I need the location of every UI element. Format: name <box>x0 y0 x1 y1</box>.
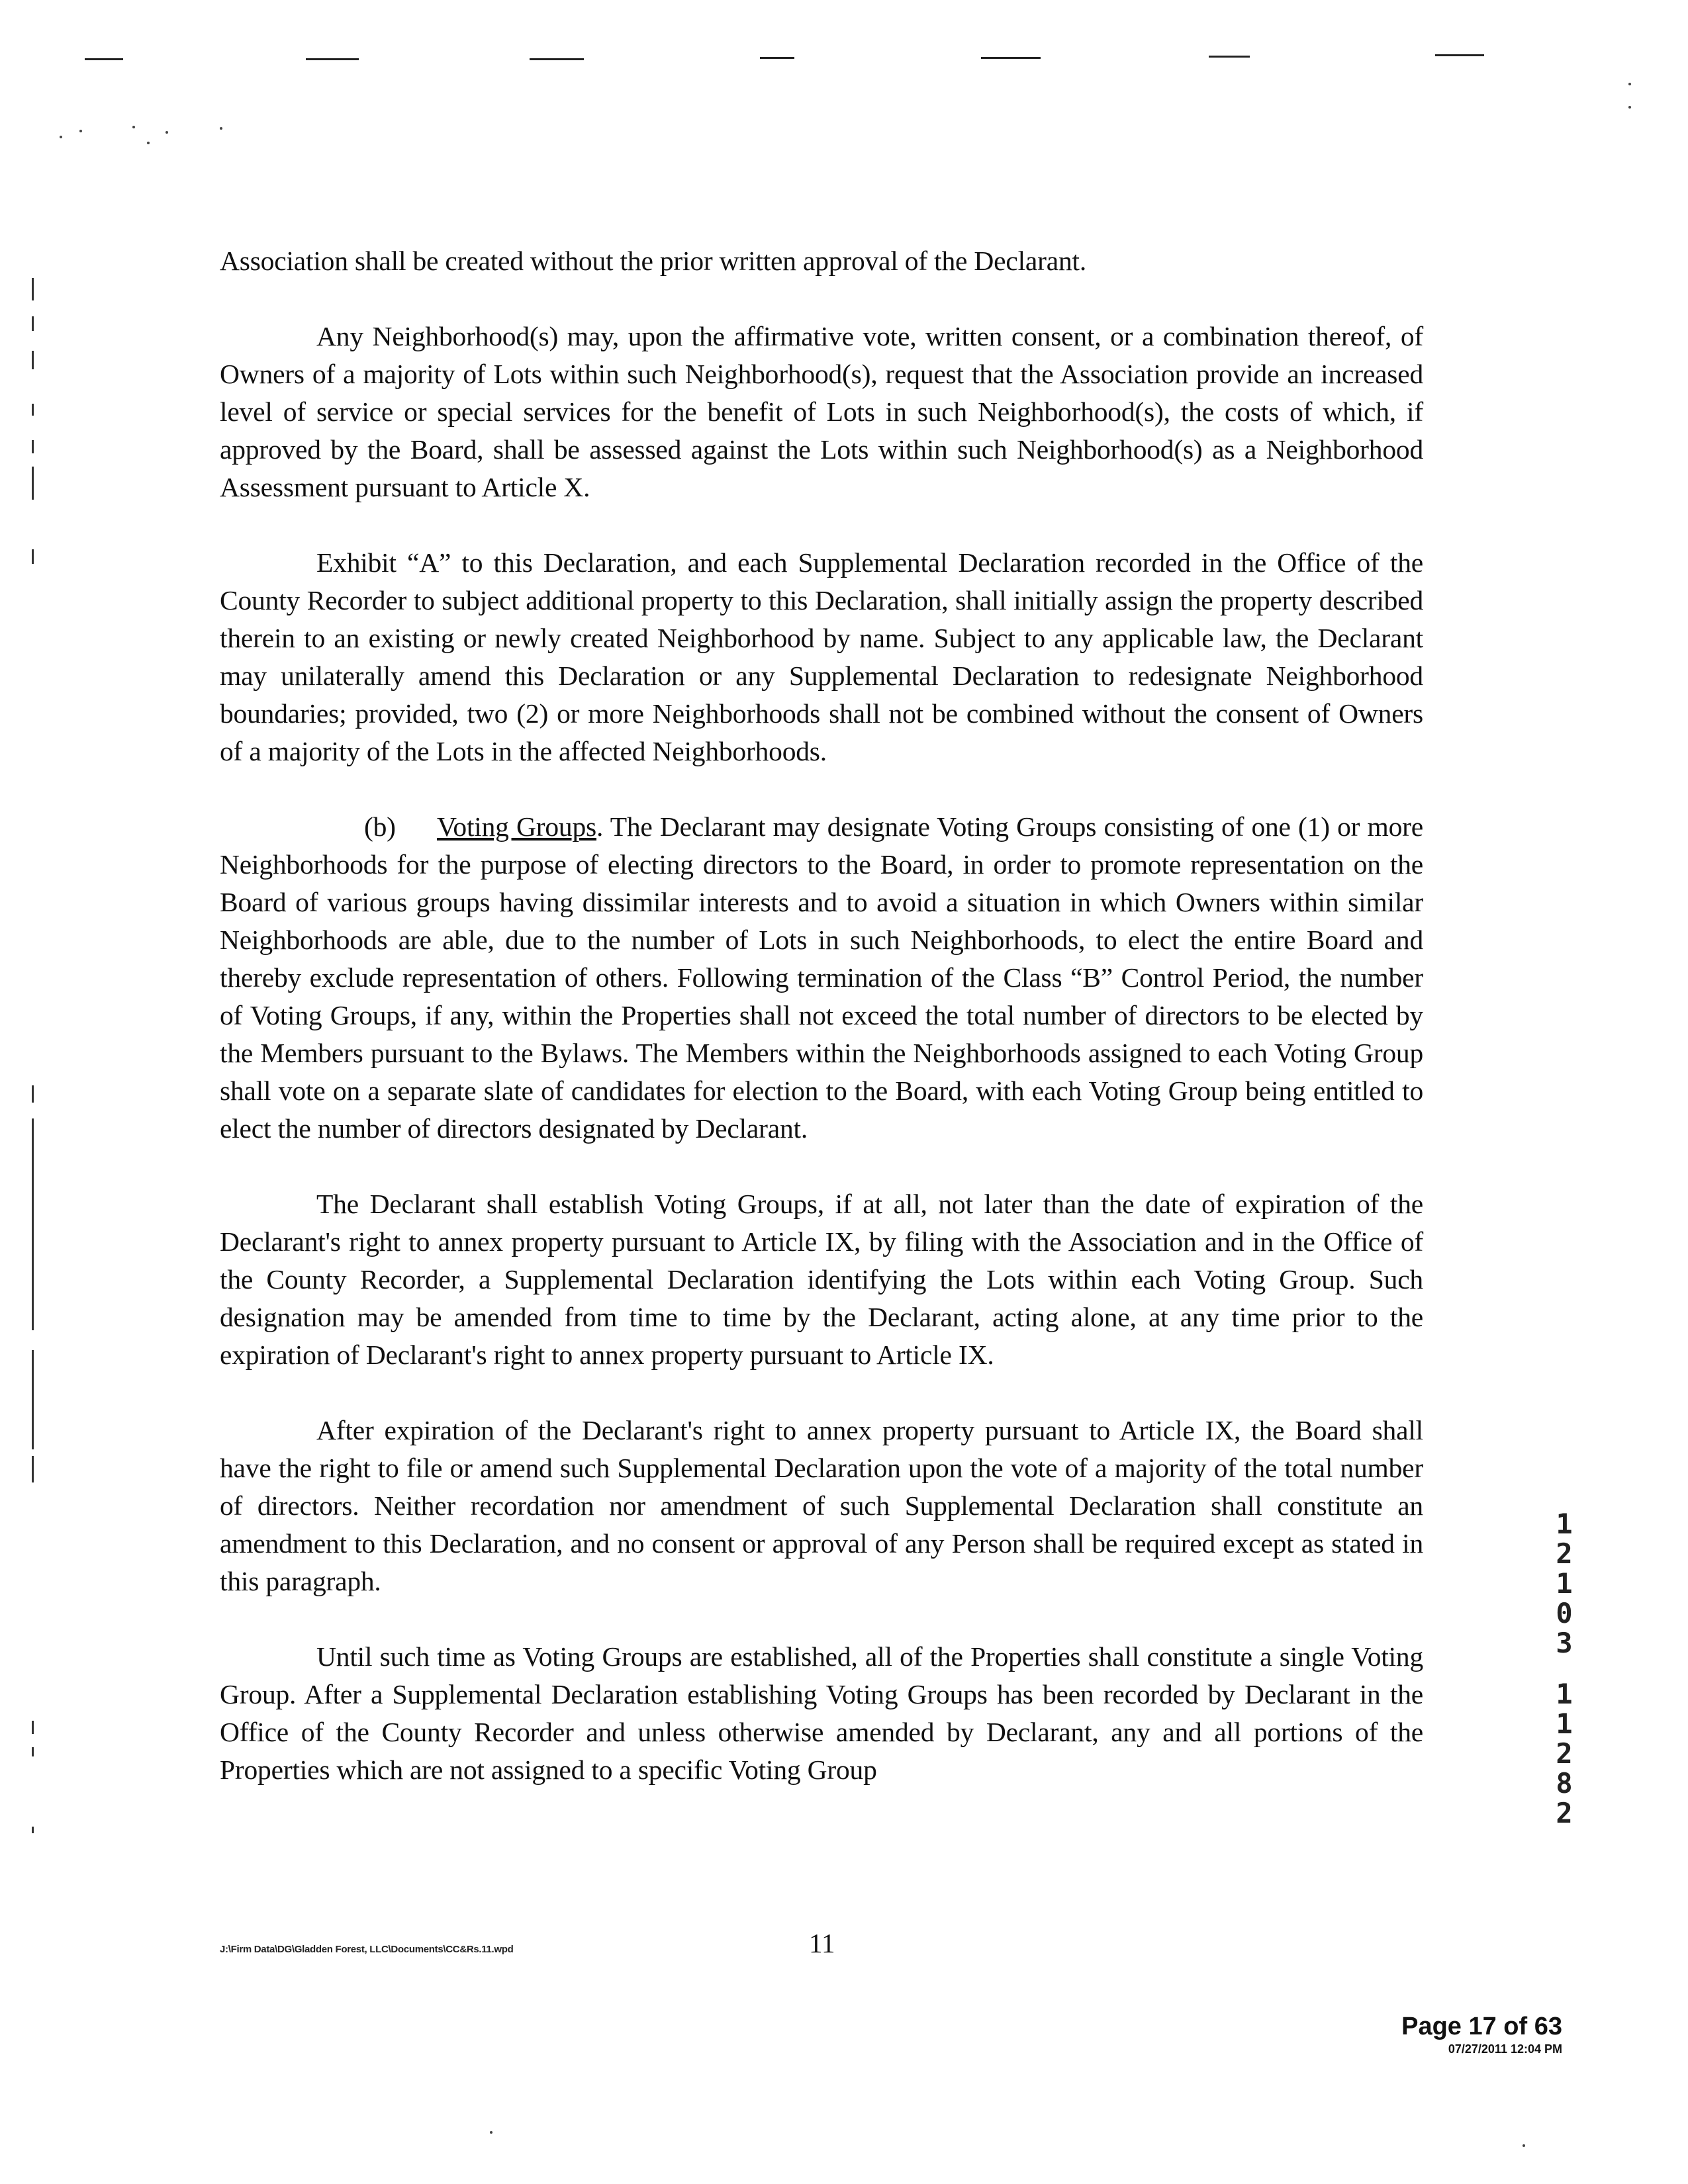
scan-artifact-dash <box>1435 54 1484 56</box>
subsection-text: The Declarant may designate Voting Groups consisting of one (1) or more Neighborhoods for the purpose of electing directors to the Board, in order to promote representation on the Board of various groups having dissimilar interests and to avoid a situation in which Owners within similar Neighborhoods are able, due to the number of Lots in such Neighborhoods, to elect the entire Board and thereby exclude representation of others. Following termination of the Class “B” Control Period, the number of Voting Groups, if any, within the Properties shall not exceed the total number of directors to be elected by the Members pursuant to the Bylaws. The Members within the Neighborhoods assigned to each Voting Group shall vote on a separate slate of candidates for election to the Board, with each Voting Group being entitled to elect the number of directors designated by Declarant. <box>220 811 1424 1144</box>
page-number: 11 <box>809 1928 835 1958</box>
margin-mark <box>32 1085 34 1103</box>
recording-digit: 0 <box>1556 1597 1573 1629</box>
stamp-datetime: 07/27/2011 12:04 PM <box>1448 2042 1562 2056</box>
recording-digit: 8 <box>1556 1767 1573 1799</box>
paragraph: The Declarant shall establish Voting Groups, if at all, not later than the date of expiration of the Declarant's right to annex property pursuant to Article IX, by filing with the Association and in the Office of the County Recorder, a Supplemental Declaration identifying the Lots within each Voting Group. Such designation may be amended from time to time by the Declarant, acting alone, at any time prior to the expiration of Declarant's right to annex property pursuant to Article IX. <box>220 1189 1423 1370</box>
margin-mark <box>32 1350 34 1449</box>
recording-digit: 2 <box>1556 1797 1573 1829</box>
recording-digit: 2 <box>1556 1737 1573 1770</box>
scan-artifact-speck <box>60 136 62 138</box>
footer-file-path: J:\Firm Data\DG\Gladden Forest, LLC\Documents\CC&Rs.11.wpd <box>220 1944 514 1955</box>
recording-number-stamp <box>1548 1509 1581 1828</box>
recording-digit: 3 <box>1556 1627 1573 1659</box>
recording-digit: 1 <box>1556 1707 1573 1740</box>
recording-digit: 1 <box>1556 1508 1573 1540</box>
margin-mark <box>32 1118 34 1330</box>
margin-mark <box>32 404 34 416</box>
stamp-page-count: Page 17 of 63 <box>1401 2013 1562 2040</box>
margin-mark <box>32 1827 34 1833</box>
margin-mark <box>32 1456 34 1482</box>
scan-artifact-speck <box>1628 83 1631 85</box>
scan-artifact-speck <box>147 142 150 144</box>
scan-artifact-speck <box>220 127 222 130</box>
scan-artifact-dash <box>530 58 584 60</box>
paragraph: Until such time as Voting Groups are established, all of the Properties shall constitute a single Voting Group. After a Supplemental Declaration establishing Voting Groups has been recorded by Declarant in the Office of the County Recorder and unless otherwise amended by Declarant, any and all portions of the Properties which are not assigned to a specific Voting Group <box>220 1641 1423 1785</box>
margin-mark <box>32 1747 34 1756</box>
margin-mark <box>32 316 34 331</box>
recording-digit: 1 <box>1556 1678 1573 1710</box>
paragraph: Exhibit “A” to this Declaration, and each Supplemental Declaration recorded in the Office of the County Recorder to subject additional property to this Declaration, shall initially assign the property described therein to an existing or newly created Neighborhood by name. Subject to any applicable law, the Declarant may unilaterally amend this Declaration or any Supplemental Declaration to redesignate Neighborhood boundaries; provided, two (2) or more Neighborhoods shall not be combined without the consent of Owners of a majority of the Lots in the affected Neighborhoods. <box>220 547 1423 766</box>
subsection-label: (b) <box>364 811 396 842</box>
scan-artifact-speck <box>1628 106 1631 109</box>
scan-artifact-dash <box>981 57 1041 59</box>
recorder-page-stamp <box>1401 2013 1562 2056</box>
scan-artifact-speck <box>165 131 168 134</box>
scan-artifact-dash <box>306 58 359 60</box>
subsection-b-paragraph <box>220 808 1423 1148</box>
scan-artifact-dash <box>760 57 794 59</box>
margin-mark <box>32 549 34 564</box>
paragraph: After expiration of the Declarant's right to annex property pursuant to Article IX, the Board shall have the right to file or amend such Supplemental Declaration upon the vote of a majority of the total number of directors. Neither recordation nor amendment of such Supplemental Declaration shall constitute an amendment to this Declaration, and no consent or approval of any Person shall be required except as stated in this paragraph. <box>220 1415 1423 1596</box>
subsection-heading-suffix: . <box>596 811 604 842</box>
scan-artifact-dash <box>85 58 123 60</box>
margin-mark <box>32 440 34 453</box>
scan-artifact-speck <box>490 2131 492 2134</box>
subsection-heading: Voting Groups <box>437 811 596 842</box>
scan-artifact-speck <box>132 126 135 128</box>
paragraph: Association shall be created without the prior written approval of the Declarant. <box>220 246 1087 276</box>
paragraph: Any Neighborhood(s) may, upon the affirmative vote, written consent, or a combination thereof, of Owners of a majority of Lots within such Neighborhood(s), request that the Association provide an increased level of service or special services for the benefit of Lots in such Neighborhood(s), the costs of which, if approved by the Board, shall be assessed against the Lots within such Neighborhood(s) as a Neighborhood Assessment pursuant to Article X. <box>220 321 1423 502</box>
scan-artifact-speck <box>79 130 82 132</box>
recording-digit: 2 <box>1556 1537 1573 1570</box>
margin-mark <box>32 1721 34 1734</box>
margin-mark <box>32 278 34 300</box>
margin-mark <box>32 467 34 500</box>
margin-mark <box>32 351 34 369</box>
recording-digit: 1 <box>1556 1567 1573 1600</box>
document-body <box>220 242 1423 1789</box>
scan-artifact-speck <box>1523 2144 1525 2147</box>
scan-artifact-dash <box>1209 56 1250 58</box>
